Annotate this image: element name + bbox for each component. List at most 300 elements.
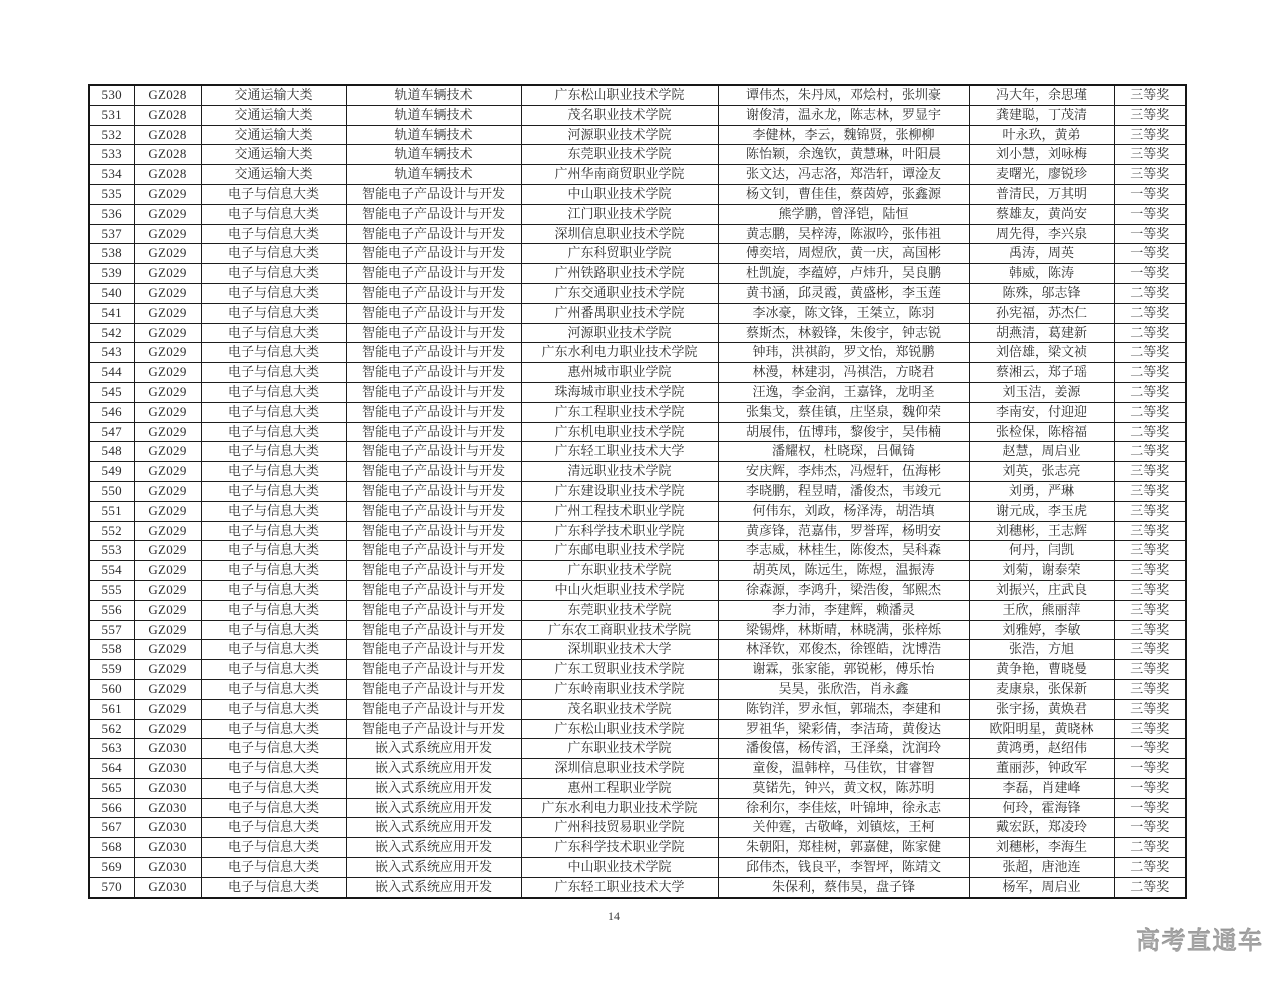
cell-award: 三等奖	[1114, 580, 1186, 600]
cell-participants: 张文达，冯志洛，郑浩轩，谭淦友	[718, 165, 969, 185]
cell-school: 中山职业技术学院	[521, 858, 718, 878]
table-row	[89, 402, 1186, 422]
cell-participants: 梁锡烨，林斯晴，林晓满，张梓烁	[718, 620, 969, 640]
cell-award: 二等奖	[1114, 323, 1186, 343]
cell-category: 电子与信息大类	[201, 858, 346, 878]
cell-no: 538	[89, 244, 134, 264]
cell-code: GZ029	[134, 521, 201, 541]
cell-event: 智能电子产品设计与开发	[346, 580, 521, 600]
cell-no: 570	[89, 877, 134, 897]
cell-category: 电子与信息大类	[201, 818, 346, 838]
cell-no: 530	[89, 85, 134, 105]
cell-category: 电子与信息大类	[201, 561, 346, 581]
cell-category: 电子与信息大类	[201, 759, 346, 779]
table-row	[89, 739, 1186, 759]
cell-no: 531	[89, 105, 134, 125]
cell-participants: 黄彦锋，范嘉伟，罗誉珲，杨明安	[718, 521, 969, 541]
cell-teachers: 蔡湘云，郑子瑶	[969, 363, 1114, 383]
cell-category: 电子与信息大类	[201, 462, 346, 482]
cell-no: 545	[89, 382, 134, 402]
cell-no: 566	[89, 798, 134, 818]
cell-participants: 关仲霆，古敬峰，刘镇炫，王柯	[718, 818, 969, 838]
cell-participants: 汪逸，李金润，王嘉锋，龙明圣	[718, 382, 969, 402]
cell-award: 二等奖	[1114, 402, 1186, 422]
table-row	[89, 125, 1186, 145]
awards-table	[88, 84, 1187, 899]
cell-award: 三等奖	[1114, 620, 1186, 640]
cell-award: 三等奖	[1114, 501, 1186, 521]
cell-participants: 杨文钊，曹佳佳，蔡茵婷，张鑫源	[718, 184, 969, 204]
cell-code: GZ028	[134, 125, 201, 145]
cell-participants: 黄书涵，邱灵霞，黄盛彬，李玉莲	[718, 283, 969, 303]
cell-event: 轨道车辆技术	[346, 85, 521, 105]
cell-category: 电子与信息大类	[201, 244, 346, 264]
cell-code: GZ030	[134, 838, 201, 858]
cell-category: 交通运输大类	[201, 125, 346, 145]
cell-participants: 李志威，林桂生，陈俊杰，吴科森	[718, 541, 969, 561]
cell-teachers: 黄争艳，曹晓曼	[969, 660, 1114, 680]
cell-teachers: 冯大年，余思瑾	[969, 85, 1114, 105]
cell-school: 江门职业技术学院	[521, 204, 718, 224]
cell-award: 一等奖	[1114, 204, 1186, 224]
cell-category: 电子与信息大类	[201, 363, 346, 383]
cell-teachers: 刘振兴，庄武良	[969, 580, 1114, 600]
cell-code: GZ030	[134, 778, 201, 798]
cell-participants: 朱朝阳，郑桂树，郭嘉健，陈家健	[718, 838, 969, 858]
cell-teachers: 谢元成，李玉虎	[969, 501, 1114, 521]
cell-category: 交通运输大类	[201, 145, 346, 165]
cell-school: 广州科技贸易职业学院	[521, 818, 718, 838]
cell-school: 广东交通职业技术学院	[521, 283, 718, 303]
cell-category: 电子与信息大类	[201, 739, 346, 759]
cell-event: 智能电子产品设计与开发	[346, 343, 521, 363]
cell-category: 电子与信息大类	[201, 699, 346, 719]
cell-category: 电子与信息大类	[201, 798, 346, 818]
cell-no: 546	[89, 402, 134, 422]
cell-category: 电子与信息大类	[201, 600, 346, 620]
cell-code: GZ028	[134, 145, 201, 165]
cell-teachers: 杨军，周启业	[969, 877, 1114, 897]
cell-category: 电子与信息大类	[201, 541, 346, 561]
cell-category: 电子与信息大类	[201, 580, 346, 600]
table-row	[89, 85, 1186, 105]
cell-no: 564	[89, 759, 134, 779]
cell-school: 广东轻工职业技术大学	[521, 877, 718, 897]
cell-participants: 安庆辉，李炜杰，冯煜轩，伍海彬	[718, 462, 969, 482]
cell-award: 二等奖	[1114, 363, 1186, 383]
cell-teachers: 刘小慧，刘咏梅	[969, 145, 1114, 165]
cell-teachers: 张检保，陈榕福	[969, 422, 1114, 442]
cell-school: 河源职业技术学院	[521, 323, 718, 343]
cell-teachers: 龚建聪，丁茂清	[969, 105, 1114, 125]
cell-award: 一等奖	[1114, 184, 1186, 204]
cell-participants: 吴昊，张欣浩，肖永鑫	[718, 679, 969, 699]
cell-no: 555	[89, 580, 134, 600]
cell-school: 广东邮电职业技术学院	[521, 541, 718, 561]
cell-code: GZ030	[134, 858, 201, 878]
table-row	[89, 343, 1186, 363]
cell-participants: 傅奕培，周煜欣，黄一庆，高国彬	[718, 244, 969, 264]
table-row	[89, 719, 1186, 739]
cell-category: 电子与信息大类	[201, 184, 346, 204]
cell-award: 一等奖	[1114, 244, 1186, 264]
cell-award: 二等奖	[1114, 858, 1186, 878]
cell-participants: 莫锘先，钟兴，黄文权，陈苏明	[718, 778, 969, 798]
cell-code: GZ029	[134, 580, 201, 600]
cell-code: GZ028	[134, 105, 201, 125]
cell-event: 嵌入式系统应用开发	[346, 778, 521, 798]
cell-school: 广州华南商贸职业学院	[521, 165, 718, 185]
cell-award: 二等奖	[1114, 877, 1186, 897]
table-row	[89, 165, 1186, 185]
cell-participants: 潘俊僖，杨传滔，王泽燊，沈润玲	[718, 739, 969, 759]
cell-teachers: 刘穗彬，李海生	[969, 838, 1114, 858]
cell-participants: 胡展伟，伍博玮，黎俊宇，吴伟楠	[718, 422, 969, 442]
cell-category: 电子与信息大类	[201, 224, 346, 244]
cell-teachers: 麦曙光，廖锐珍	[969, 165, 1114, 185]
cell-event: 智能电子产品设计与开发	[346, 660, 521, 680]
cell-participants: 何伟东，刘政，杨泽涛，胡浩填	[718, 501, 969, 521]
cell-category: 交通运输大类	[201, 165, 346, 185]
cell-award: 三等奖	[1114, 521, 1186, 541]
cell-no: 553	[89, 541, 134, 561]
cell-school: 东莞职业技术学院	[521, 600, 718, 620]
table-row	[89, 105, 1186, 125]
cell-event: 智能电子产品设计与开发	[346, 521, 521, 541]
cell-award: 二等奖	[1114, 838, 1186, 858]
cell-code: GZ029	[134, 719, 201, 739]
cell-category: 电子与信息大类	[201, 640, 346, 660]
cell-category: 电子与信息大类	[201, 679, 346, 699]
cell-teachers: 禹涛，周英	[969, 244, 1114, 264]
cell-category: 电子与信息大类	[201, 442, 346, 462]
cell-code: GZ029	[134, 264, 201, 284]
cell-teachers: 麦康泉，张保新	[969, 679, 1114, 699]
cell-teachers: 普清民，万其明	[969, 184, 1114, 204]
cell-teachers: 何丹，闫凯	[969, 541, 1114, 561]
cell-code: GZ030	[134, 739, 201, 759]
cell-school: 茂名职业技术学院	[521, 699, 718, 719]
cell-school: 深圳职业技术大学	[521, 640, 718, 660]
table-row	[89, 363, 1186, 383]
cell-teachers: 刘穗彬，王志辉	[969, 521, 1114, 541]
cell-no: 551	[89, 501, 134, 521]
cell-code: GZ030	[134, 877, 201, 897]
cell-award: 三等奖	[1114, 462, 1186, 482]
cell-participants: 蔡斯杰，林毅锋，朱俊宇，钟志锐	[718, 323, 969, 343]
cell-teachers: 刘雅婷，李敏	[969, 620, 1114, 640]
table-row	[89, 759, 1186, 779]
cell-teachers: 赵慧，周启业	[969, 442, 1114, 462]
cell-event: 智能电子产品设计与开发	[346, 719, 521, 739]
cell-code: GZ029	[134, 402, 201, 422]
cell-school: 广东松山职业技术学院	[521, 85, 718, 105]
cell-award: 一等奖	[1114, 264, 1186, 284]
cell-code: GZ029	[134, 541, 201, 561]
cell-no: 539	[89, 264, 134, 284]
cell-code: GZ029	[134, 600, 201, 620]
cell-teachers: 蔡雄友，黄尚安	[969, 204, 1114, 224]
cell-category: 电子与信息大类	[201, 343, 346, 363]
cell-category: 电子与信息大类	[201, 778, 346, 798]
cell-no: 550	[89, 481, 134, 501]
cell-teachers: 刘勇，严琳	[969, 481, 1114, 501]
cell-award: 一等奖	[1114, 224, 1186, 244]
cell-no: 532	[89, 125, 134, 145]
cell-award: 三等奖	[1114, 541, 1186, 561]
cell-no: 567	[89, 818, 134, 838]
cell-award: 三等奖	[1114, 640, 1186, 660]
cell-teachers: 陈殊，邬志锋	[969, 283, 1114, 303]
cell-school: 中山职业技术学院	[521, 184, 718, 204]
cell-code: GZ029	[134, 462, 201, 482]
cell-school: 广东岭南职业技术学院	[521, 679, 718, 699]
cell-teachers: 张超，唐池连	[969, 858, 1114, 878]
cell-participants: 李力沛，李建辉，赖潘灵	[718, 600, 969, 620]
cell-teachers: 李磊，肖建峰	[969, 778, 1114, 798]
cell-school: 惠州城市职业学院	[521, 363, 718, 383]
cell-award: 三等奖	[1114, 105, 1186, 125]
cell-category: 电子与信息大类	[201, 719, 346, 739]
cell-category: 电子与信息大类	[201, 283, 346, 303]
cell-participants: 徐利尔，李佳炫，叶锦坤，徐永志	[718, 798, 969, 818]
cell-award: 三等奖	[1114, 679, 1186, 699]
cell-participants: 罗祖华，梁彩倩，李洁琦，黄俊达	[718, 719, 969, 739]
cell-category: 电子与信息大类	[201, 620, 346, 640]
cell-school: 广州番禺职业技术学院	[521, 303, 718, 323]
cell-school: 深圳信息职业技术学院	[521, 224, 718, 244]
cell-event: 智能电子产品设计与开发	[346, 402, 521, 422]
cell-no: 536	[89, 204, 134, 224]
cell-category: 交通运输大类	[201, 85, 346, 105]
cell-school: 广东职业技术学院	[521, 561, 718, 581]
cell-category: 电子与信息大类	[201, 481, 346, 501]
cell-category: 电子与信息大类	[201, 660, 346, 680]
cell-event: 智能电子产品设计与开发	[346, 640, 521, 660]
cell-event: 智能电子产品设计与开发	[346, 283, 521, 303]
table-row	[89, 600, 1186, 620]
cell-participants: 徐森源，李鸿升，梁浩俊，邹熙杰	[718, 580, 969, 600]
cell-event: 嵌入式系统应用开发	[346, 818, 521, 838]
cell-participants: 李冰豪，陈文锋，王桀立，陈羽	[718, 303, 969, 323]
cell-code: GZ028	[134, 85, 201, 105]
cell-event: 智能电子产品设计与开发	[346, 224, 521, 244]
table-row	[89, 204, 1186, 224]
cell-teachers: 王欣，熊丽萍	[969, 600, 1114, 620]
cell-no: 556	[89, 600, 134, 620]
cell-category: 电子与信息大类	[201, 838, 346, 858]
cell-school: 深圳信息职业技术学院	[521, 759, 718, 779]
cell-award: 一等奖	[1114, 739, 1186, 759]
cell-event: 嵌入式系统应用开发	[346, 739, 521, 759]
cell-school: 广东工程职业技术学院	[521, 402, 718, 422]
table-row	[89, 442, 1186, 462]
cell-code: GZ029	[134, 224, 201, 244]
table-row	[89, 778, 1186, 798]
cell-teachers: 胡燕清，葛建新	[969, 323, 1114, 343]
table-row	[89, 382, 1186, 402]
cell-school: 广东科学技术职业学院	[521, 838, 718, 858]
cell-teachers: 周先得，李兴泉	[969, 224, 1114, 244]
cell-award: 三等奖	[1114, 699, 1186, 719]
table-row	[89, 877, 1186, 897]
cell-participants: 谢霖，张家能，郭锐彬，傅乐怡	[718, 660, 969, 680]
cell-school: 广东轻工职业技术大学	[521, 442, 718, 462]
cell-category: 电子与信息大类	[201, 877, 346, 897]
cell-school: 广州铁路职业技术学院	[521, 264, 718, 284]
cell-event: 智能电子产品设计与开发	[346, 323, 521, 343]
cell-school: 清远职业技术学院	[521, 462, 718, 482]
cell-school: 广东工贸职业技术学院	[521, 660, 718, 680]
cell-award: 二等奖	[1114, 283, 1186, 303]
cell-teachers: 张浩，方旭	[969, 640, 1114, 660]
cell-category: 电子与信息大类	[201, 264, 346, 284]
table-row	[89, 580, 1186, 600]
cell-category: 电子与信息大类	[201, 303, 346, 323]
cell-school: 广东松山职业技术学院	[521, 719, 718, 739]
table-row	[89, 699, 1186, 719]
cell-school: 河源职业技术学院	[521, 125, 718, 145]
cell-teachers: 黄鸿勇，赵绍伟	[969, 739, 1114, 759]
table-row	[89, 660, 1186, 680]
cell-participants: 陈钧洋，罗永恒，郭瑞杰，李建和	[718, 699, 969, 719]
table-row	[89, 422, 1186, 442]
cell-category: 电子与信息大类	[201, 323, 346, 343]
cell-participants: 邱伟杰，钱良平，李智坪，陈靖文	[718, 858, 969, 878]
cell-award: 一等奖	[1114, 759, 1186, 779]
table-row	[89, 303, 1186, 323]
cell-no: 547	[89, 422, 134, 442]
cell-participants: 林泽钦，邓俊杰，徐铿皓，沈博浩	[718, 640, 969, 660]
cell-teachers: 董丽莎，钟政军	[969, 759, 1114, 779]
cell-event: 智能电子产品设计与开发	[346, 442, 521, 462]
cell-event: 智能电子产品设计与开发	[346, 620, 521, 640]
cell-no: 554	[89, 561, 134, 581]
cell-school: 广东职业技术学院	[521, 739, 718, 759]
table-row	[89, 679, 1186, 699]
cell-participants: 谢俊清，温永龙，陈志林，罗显宇	[718, 105, 969, 125]
cell-teachers: 何玲，霍海锋	[969, 798, 1114, 818]
cell-participants: 童俊，温韩梓，马佳钦，甘睿智	[718, 759, 969, 779]
cell-code: GZ029	[134, 184, 201, 204]
table-row	[89, 620, 1186, 640]
watermark-text: 高考直通车	[1136, 928, 1264, 955]
cell-award: 二等奖	[1114, 303, 1186, 323]
cell-code: GZ029	[134, 422, 201, 442]
cell-no: 569	[89, 858, 134, 878]
cell-no: 558	[89, 640, 134, 660]
cell-no: 549	[89, 462, 134, 482]
cell-school: 广东科学技术职业学院	[521, 521, 718, 541]
cell-no: 559	[89, 660, 134, 680]
cell-category: 电子与信息大类	[201, 501, 346, 521]
cell-school: 广东科贸职业学院	[521, 244, 718, 264]
cell-code: GZ029	[134, 620, 201, 640]
cell-code: GZ029	[134, 501, 201, 521]
cell-event: 智能电子产品设计与开发	[346, 264, 521, 284]
cell-school: 茂名职业技术学院	[521, 105, 718, 125]
cell-code: GZ030	[134, 798, 201, 818]
cell-code: GZ030	[134, 818, 201, 838]
cell-no: 542	[89, 323, 134, 343]
cell-no: 541	[89, 303, 134, 323]
table-row	[89, 323, 1186, 343]
cell-code: GZ028	[134, 165, 201, 185]
cell-no: 540	[89, 283, 134, 303]
cell-code: GZ029	[134, 481, 201, 501]
cell-code: GZ029	[134, 561, 201, 581]
page-number: 14	[608, 909, 620, 923]
cell-award: 一等奖	[1114, 798, 1186, 818]
cell-code: GZ030	[134, 759, 201, 779]
table-row	[89, 481, 1186, 501]
table-row	[89, 798, 1186, 818]
cell-participants: 杜凯旋，李蕴婷，卢炜升，吴良鹏	[718, 264, 969, 284]
cell-award: 一等奖	[1114, 778, 1186, 798]
cell-no: 562	[89, 719, 134, 739]
table-row	[89, 541, 1186, 561]
cell-teachers: 李南安，付迎迎	[969, 402, 1114, 422]
cell-no: 543	[89, 343, 134, 363]
cell-award: 一等奖	[1114, 818, 1186, 838]
cell-event: 智能电子产品设计与开发	[346, 204, 521, 224]
cell-event: 嵌入式系统应用开发	[346, 759, 521, 779]
cell-no: 548	[89, 442, 134, 462]
cell-event: 智能电子产品设计与开发	[346, 561, 521, 581]
cell-school: 广东农工商职业技术学院	[521, 620, 718, 640]
cell-teachers: 叶永玖，黄弟	[969, 125, 1114, 145]
cell-award: 三等奖	[1114, 85, 1186, 105]
table-row	[89, 462, 1186, 482]
cell-award: 三等奖	[1114, 125, 1186, 145]
cell-school: 广东建设职业技术学院	[521, 481, 718, 501]
cell-no: 537	[89, 224, 134, 244]
cell-participants: 张集戈，蔡佳镇，庄坚泉，魏仰荣	[718, 402, 969, 422]
cell-event: 嵌入式系统应用开发	[346, 798, 521, 818]
cell-event: 嵌入式系统应用开发	[346, 858, 521, 878]
cell-code: GZ029	[134, 323, 201, 343]
cell-category: 电子与信息大类	[201, 204, 346, 224]
cell-event: 智能电子产品设计与开发	[346, 699, 521, 719]
cell-no: 560	[89, 679, 134, 699]
cell-code: GZ029	[134, 283, 201, 303]
cell-award: 三等奖	[1114, 719, 1186, 739]
cell-code: GZ029	[134, 660, 201, 680]
cell-teachers: 张宇扬，黄焕君	[969, 699, 1114, 719]
cell-school: 惠州工程职业学院	[521, 778, 718, 798]
cell-code: GZ029	[134, 363, 201, 383]
table-row	[89, 838, 1186, 858]
cell-event: 轨道车辆技术	[346, 165, 521, 185]
table-row	[89, 501, 1186, 521]
cell-event: 智能电子产品设计与开发	[346, 462, 521, 482]
cell-code: GZ029	[134, 442, 201, 462]
cell-code: GZ029	[134, 244, 201, 264]
cell-event: 智能电子产品设计与开发	[346, 422, 521, 442]
table-row	[89, 818, 1186, 838]
table-row	[89, 640, 1186, 660]
cell-teachers: 刘英，张志亮	[969, 462, 1114, 482]
cell-event: 轨道车辆技术	[346, 105, 521, 125]
cell-code: GZ029	[134, 204, 201, 224]
cell-no: 565	[89, 778, 134, 798]
cell-participants: 潘耀权，杜晓琛，吕佩锜	[718, 442, 969, 462]
cell-no: 563	[89, 739, 134, 759]
cell-event: 轨道车辆技术	[346, 145, 521, 165]
cell-event: 智能电子产品设计与开发	[346, 600, 521, 620]
table-row	[89, 283, 1186, 303]
cell-award: 二等奖	[1114, 442, 1186, 462]
